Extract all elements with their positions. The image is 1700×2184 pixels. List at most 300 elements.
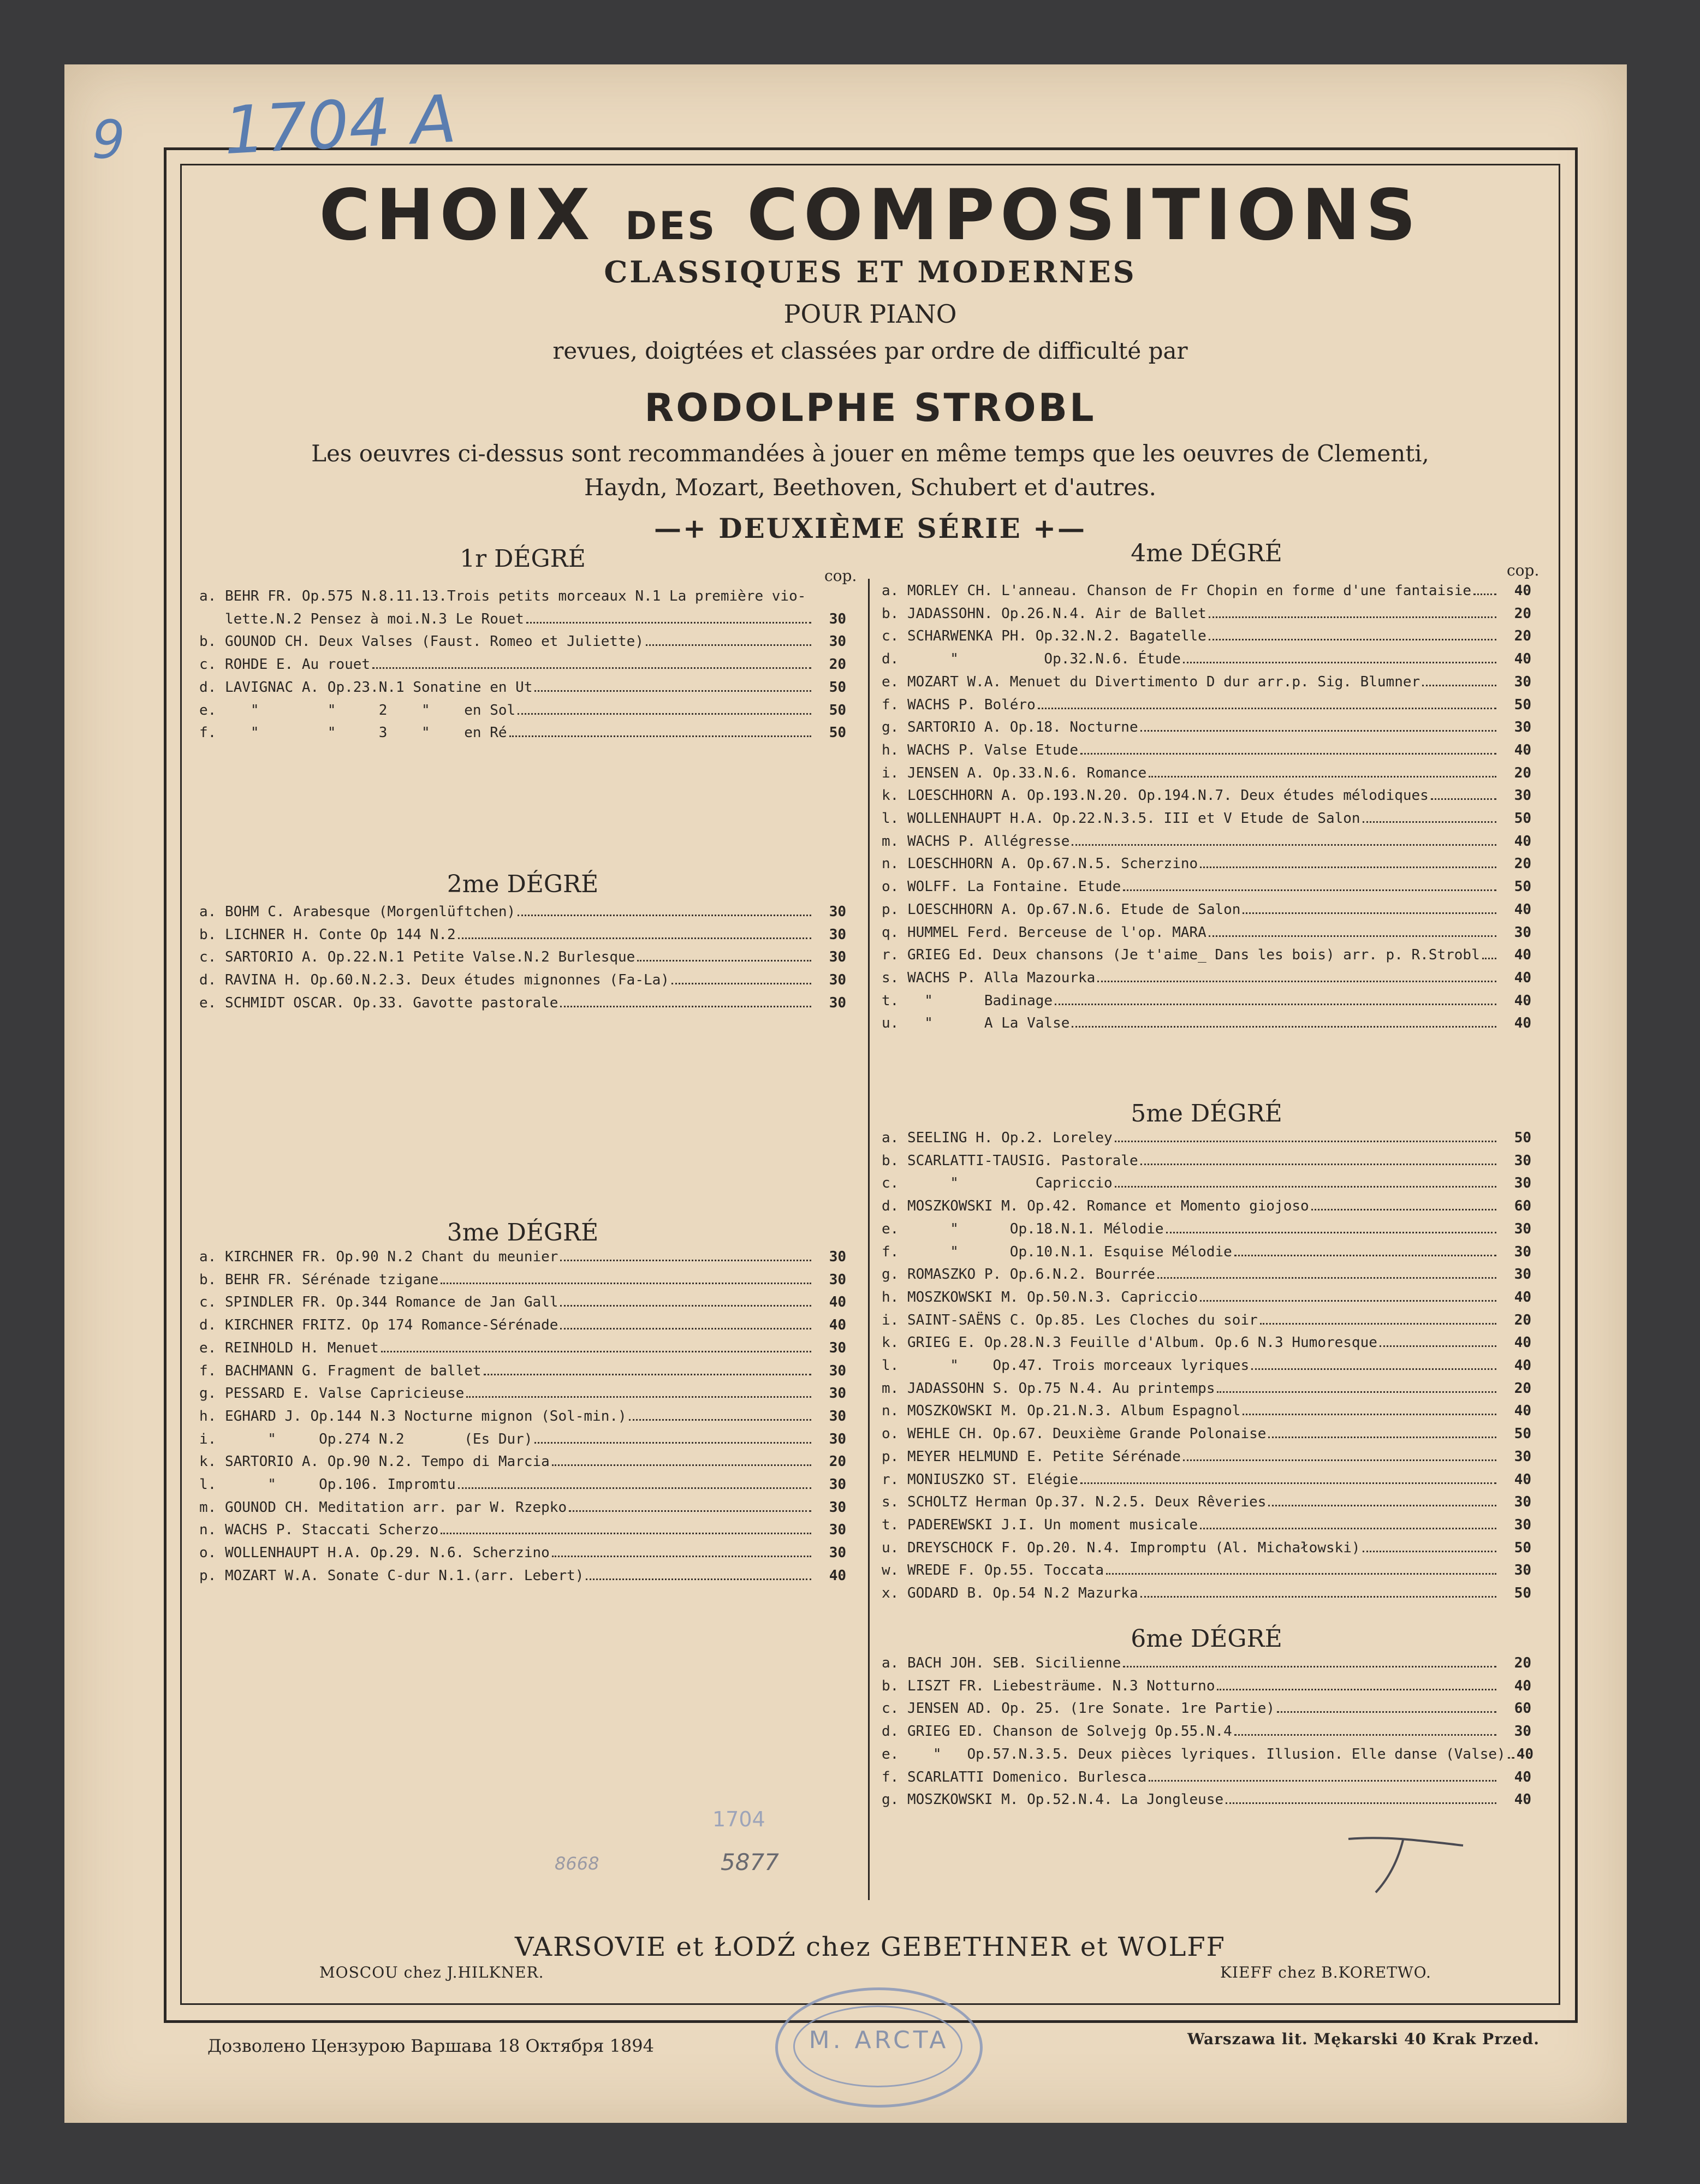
list-item <box>882 1720 1531 1743</box>
leader-dots <box>671 983 811 984</box>
list-item <box>199 676 846 699</box>
leader-dots <box>518 915 811 916</box>
item-title: g. SARTORIO A. Op.18. Nocturne <box>882 719 1138 736</box>
list-item <box>882 944 1531 967</box>
item-price: 50 <box>829 702 846 719</box>
item-price: 30 <box>1514 924 1531 941</box>
leader-dots <box>560 1006 811 1007</box>
leader-dots <box>569 1510 811 1512</box>
library-side-note: 8668 <box>555 1853 599 1874</box>
leader-dots <box>1226 1802 1496 1804</box>
list-item <box>199 1337 846 1360</box>
item-price: 20 <box>1514 1311 1531 1328</box>
item-price: 30 <box>829 1362 846 1379</box>
item-title: a. BOHM C. Arabesque (Morgenlüftchen) <box>199 904 516 920</box>
list-item <box>882 1400 1531 1423</box>
item-title: c. ROHDE E. Au rouet <box>199 656 371 673</box>
list-item <box>199 901 846 924</box>
item-title: d. RAVINA H. Op.60.N.2.3. Deux études mignonnes (Fa-La) <box>199 972 669 989</box>
leader-dots <box>1072 844 1496 846</box>
item-title: e. " Op.57.N.3.5. Deux pièces lyriques. Illusion. Elle danse (Valse) <box>882 1746 1506 1762</box>
list-item <box>199 924 846 947</box>
leader-dots <box>1055 1004 1496 1005</box>
item-price: 40 <box>1516 1746 1534 1762</box>
list-item <box>199 1291 846 1314</box>
leader-dots <box>1140 1164 1496 1165</box>
leader-dots <box>1123 1666 1496 1667</box>
item-price: 20 <box>1514 856 1531 873</box>
item-title: r. GRIEG Ed. Deux chansons (Je t'aime_ Dans les bois) arr. p. R.Strobl <box>882 947 1480 964</box>
list-item <box>199 1382 846 1405</box>
list-item <box>882 1309 1531 1332</box>
item-price: 20 <box>829 656 846 673</box>
leader-dots <box>1209 935 1496 937</box>
list-item <box>882 922 1531 945</box>
leader-dots <box>534 690 811 692</box>
item-price: 50 <box>1514 879 1531 895</box>
leader-dots <box>484 1374 811 1375</box>
list-item <box>882 1469 1531 1492</box>
leader-dots <box>1097 981 1496 982</box>
list-item <box>199 992 846 1015</box>
list-item <box>882 1423 1531 1446</box>
item-price: 40 <box>1514 651 1531 668</box>
item-price: 30 <box>829 1476 846 1493</box>
item-title: i. " Op.274 N.2 (Es Dur) <box>199 1431 533 1447</box>
item-price: 30 <box>1514 1175 1531 1192</box>
leader-dots <box>560 1260 811 1261</box>
item-title: f. SCARLATTI Domenico. Burlesca <box>882 1768 1147 1785</box>
item-price: 40 <box>1514 1791 1531 1808</box>
item-title: p. MEYER HELMUND E. Petite Sérénade <box>882 1448 1181 1465</box>
item-title: h. EGHARD J. Op.144 N.3 Nocturne mignon (Sol-min.) <box>199 1408 627 1425</box>
item-price: 40 <box>1514 992 1531 1009</box>
item-price: 40 <box>1514 1015 1531 1032</box>
item-title: i. JENSEN A. Op.33.N.6. Romance <box>882 764 1147 781</box>
leader-dots <box>1080 1482 1496 1484</box>
item-title: t. " Badinage <box>882 992 1053 1009</box>
item-price: 30 <box>829 1431 846 1447</box>
list-item <box>199 1428 846 1451</box>
item-price: 30 <box>829 994 846 1011</box>
item-title: d. GRIEG ED. Chanson de Solvejg Op.55.N.4 <box>882 1723 1232 1740</box>
item-title: s. SCHOLTZ Herman Op.37. N.2.5. Deux Rêveries <box>882 1494 1267 1511</box>
item-title: m. WACHS P. Allégresse <box>882 833 1070 850</box>
list-item <box>882 739 1531 762</box>
item-title: o. WOLFF. La Fontaine. Etude <box>882 879 1121 895</box>
leader-dots <box>552 1464 811 1466</box>
item-price: 30 <box>1514 1266 1531 1283</box>
leader-dots <box>1183 1459 1496 1461</box>
list-item <box>882 1012 1531 1035</box>
item-price: 30 <box>829 1522 846 1539</box>
title-choix: CHOIX <box>319 175 596 256</box>
recommendation-line-2: Haydn, Mozart, Beethoven, Schubert et d'autres. <box>584 474 1157 501</box>
list-item <box>882 1491 1531 1514</box>
leader-dots <box>629 1419 811 1421</box>
item-price: 50 <box>1514 1539 1531 1556</box>
leader-dots <box>509 735 811 737</box>
list-item <box>199 608 846 631</box>
item-price: 40 <box>1514 1289 1531 1305</box>
item-title: n. MOSZKOWSKI M. Op.21.N.3. Album Espagnol <box>882 1403 1241 1420</box>
item-price: 60 <box>1514 1198 1531 1215</box>
leader-dots <box>1363 1551 1496 1552</box>
item-price: 30 <box>829 1385 846 1402</box>
list-item <box>882 716 1531 739</box>
leader-dots <box>560 1305 811 1307</box>
leader-dots <box>1166 1232 1496 1233</box>
instrument: POUR PIANO <box>783 299 957 329</box>
leader-dots <box>441 1283 811 1284</box>
leader-dots <box>1157 1277 1496 1279</box>
list-item <box>199 585 846 608</box>
title-des: DES <box>625 204 717 248</box>
item-title: h. MOSZKOWSKI M. Op.50.N.3. Capriccio <box>882 1289 1198 1305</box>
item-price: 40 <box>1514 1768 1531 1785</box>
list-item <box>882 1263 1531 1286</box>
censor-approval: Дозволено Цензурою Варшава 18 Октября 1894 <box>207 2035 655 2056</box>
item-price: 30 <box>829 633 846 650</box>
leader-dots <box>1140 1596 1496 1598</box>
item-title: b. LICHNER H. Conte Op 144 N.2 <box>199 926 456 943</box>
list-item <box>882 1150 1531 1173</box>
item-price: 20 <box>1514 1655 1531 1671</box>
item-price: 40 <box>1514 1677 1531 1694</box>
item-title: b. GOUNOD CH. Deux Valses (Faust. Romeo et Juliette) <box>199 633 644 650</box>
item-price: 30 <box>829 904 846 920</box>
item-price: 30 <box>1514 1220 1531 1237</box>
edited-by: revues, doigtées et classées par ordre de difficulté par <box>552 337 1188 364</box>
pen-stroke-mark <box>1343 1829 1469 1895</box>
item-title: e. SCHMIDT OSCAR. Op.33. Gavotte pastorale <box>199 994 558 1011</box>
item-title: b. LISZT FR. Liebesträume. N.3 Notturno <box>882 1677 1215 1694</box>
item-title: d. MOSZKOWSKI M. Op.42. Romance et Momento giojoso <box>882 1198 1309 1215</box>
degree-5-title: 5me DÉGRÉ <box>1131 1100 1282 1127</box>
item-title: a. SEELING H. Op.2. Loreley <box>882 1130 1113 1146</box>
item-price: 40 <box>1514 583 1531 599</box>
item-price: 40 <box>1514 1471 1531 1488</box>
main-title <box>180 175 1560 256</box>
leader-dots <box>1209 639 1496 640</box>
list-item <box>882 1537 1531 1560</box>
degree-6-list <box>882 1652 1534 1812</box>
list-item <box>882 1675 1531 1698</box>
degree-5-list <box>882 1127 1531 1605</box>
list-item <box>882 1766 1531 1789</box>
item-price: 20 <box>1514 605 1531 622</box>
degree-3-title: 3me DÉGRÉ <box>447 1219 599 1247</box>
item-price: 40 <box>829 1294 846 1311</box>
leader-dots <box>1268 1437 1496 1438</box>
item-price: 30 <box>1514 1562 1531 1579</box>
item-title: g. PESSARD E. Valse Capricieuse <box>199 1385 465 1402</box>
leader-dots <box>534 1442 811 1444</box>
item-title: b. JADASSOHN. Op.26.N.4. Air de Ballet <box>882 605 1206 622</box>
item-title: x. GODARD B. Op.54 N.2 Mazurka <box>882 1585 1138 1602</box>
item-title: k. SARTORIO A. Op.90 N.2. Tempo di Marcia <box>199 1453 550 1470</box>
item-title: b. SCARLATTI-TAUSIG. Pastorale <box>882 1152 1138 1169</box>
item-price: 50 <box>829 679 846 696</box>
leader-dots <box>1140 730 1496 732</box>
library-shelf-number: 1704 <box>712 1807 765 1831</box>
leader-dots <box>1072 1026 1496 1028</box>
list-item <box>882 1789 1531 1812</box>
list-item <box>199 969 846 992</box>
item-title: f. WACHS P. Boléro <box>882 696 1036 713</box>
degree-1-list <box>199 585 846 745</box>
list-item <box>199 722 846 745</box>
list-item <box>199 1542 846 1565</box>
list-item <box>882 1218 1531 1241</box>
leader-dots <box>526 622 811 624</box>
recommendation-line-1: Les oeuvres ci-dessus sont recommandées à jouer en même temps que les oeuvres de Clementi, <box>311 440 1429 467</box>
item-title: l. WOLLENHAUPT H.A. Op.22.N.3.5. III et V Etude de Salon <box>882 810 1360 827</box>
list-item <box>882 1172 1531 1195</box>
leader-dots <box>372 667 811 669</box>
library-number: 5877 <box>721 1849 779 1876</box>
item-price: 30 <box>829 1499 846 1516</box>
item-title: g. MOSZKOWSKI M. Op.52.N.4. La Jongleuse <box>882 1791 1224 1808</box>
recommendation <box>180 437 1560 505</box>
leader-dots <box>518 713 811 715</box>
subtitle: CLASSIQUES ET MODERNES <box>604 254 1137 289</box>
item-title: i. SAINT-SAËNS C. Op.85. Les Cloches du soir <box>882 1311 1258 1328</box>
item-title: m. GOUNOD CH. Meditation arr. par W. Rzepko <box>199 1499 567 1516</box>
item-title: h. WACHS P. Valse Etude <box>882 741 1079 758</box>
leader-dots <box>458 1487 811 1489</box>
list-item <box>882 1286 1531 1309</box>
item-price: 50 <box>1514 1426 1531 1443</box>
item-price: 50 <box>1514 1585 1531 1602</box>
item-price: 30 <box>829 1545 846 1562</box>
list-item <box>882 876 1531 899</box>
item-title: e. MOZART W.A. Menuet du Divertimento D dur arr.p. Sig. Blumner <box>882 673 1420 690</box>
list-item <box>882 1698 1531 1720</box>
list-item <box>199 1565 846 1588</box>
degree-4-title: 4me DÉGRÉ <box>1131 539 1282 567</box>
leader-dots <box>1260 1323 1496 1325</box>
item-price: 30 <box>829 1249 846 1265</box>
leader-dots <box>1080 753 1496 755</box>
item-price: 30 <box>1514 787 1531 804</box>
item-price: 40 <box>1514 1357 1531 1374</box>
leader-dots <box>1482 958 1496 959</box>
leader-dots <box>552 1556 811 1557</box>
item-price: 30 <box>829 926 846 943</box>
item-price: 30 <box>1514 1723 1531 1740</box>
list-item <box>882 830 1531 853</box>
item-price: 40 <box>1514 901 1531 918</box>
leader-dots <box>1243 912 1496 914</box>
list-item <box>882 1378 1531 1400</box>
item-title: a. KIRCHNER FR. Op.90 N.2 Chant du meunier <box>199 1249 558 1265</box>
item-price: 40 <box>1514 1403 1531 1420</box>
list-item <box>882 1582 1531 1605</box>
item-title: r. MONIUSZKO ST. Elégie <box>882 1471 1079 1488</box>
list-item <box>882 1652 1531 1675</box>
item-price: 30 <box>1514 673 1531 690</box>
leader-dots <box>1422 685 1496 686</box>
leader-dots <box>1106 1573 1496 1575</box>
degree-6-title: 6me DÉGRÉ <box>1131 1625 1282 1653</box>
item-title: e. REINHOLD H. Menuet <box>199 1339 379 1356</box>
item-price: 20 <box>829 1453 846 1470</box>
handwritten-mark: 9 <box>92 109 126 170</box>
item-title: c. SCHARWENKA PH. Op.32.N.2. Bagatelle <box>882 628 1206 645</box>
item-price: 30 <box>1514 1243 1531 1260</box>
item-price: 30 <box>1514 1152 1531 1169</box>
library-stamp <box>691 1775 833 1845</box>
leader-dots <box>1183 662 1496 663</box>
list-item <box>882 762 1531 785</box>
leader-dots <box>1363 821 1496 823</box>
leader-dots <box>1149 1780 1496 1782</box>
leader-dots <box>1311 1209 1496 1210</box>
list-item <box>199 1519 846 1542</box>
publisher-kiev: KIEFF chez B.KORETWO. <box>1220 1963 1431 1981</box>
leader-dots <box>1149 776 1496 778</box>
list-item <box>882 648 1531 671</box>
item-title: p. MOZART W.A. Sonate C-dur N.1.(arr. Lebert) <box>199 1567 584 1584</box>
list-item <box>882 625 1531 648</box>
handwritten-number: 1704 A <box>222 81 458 170</box>
item-title: o. WOLLENHAUPT H.A. Op.29. N.6. Scherzino <box>199 1545 550 1562</box>
leader-dots <box>586 1578 811 1580</box>
list-item <box>882 603 1531 626</box>
item-price: 30 <box>829 610 846 627</box>
leader-dots <box>1431 798 1496 800</box>
item-title: d. KIRCHNER FRITZ. Op 174 Romance-Sérénade <box>199 1317 558 1334</box>
degree-1-title: 1r DÉGRÉ <box>460 545 586 573</box>
item-price: 30 <box>1514 1516 1531 1533</box>
list-item <box>882 1195 1531 1218</box>
round-ink-stamp <box>775 1987 983 2108</box>
item-price: 50 <box>1514 810 1531 827</box>
item-price: 30 <box>829 949 846 966</box>
item-title: a. BEHR FR. Op.575 N.8.11.13.Trois petits morceaux N.1 La première vio- <box>199 588 806 604</box>
item-price: 30 <box>829 972 846 989</box>
item-title: d. LAVIGNAC A. Op.23.N.1 Sonatine en Ut <box>199 679 533 696</box>
item-title: a. BACH JOH. SEB. Sicilienne <box>882 1655 1121 1671</box>
item-price: 40 <box>1514 969 1531 986</box>
leader-dots <box>637 960 811 962</box>
item-title: c. SARTORIO A. Op.22.N.1 Petite Valse.N.2 Burlesque <box>199 949 635 966</box>
list-item <box>882 1559 1531 1582</box>
list-item <box>199 1451 846 1474</box>
item-title: d. " Op.32.N.6. Étude <box>882 651 1181 668</box>
item-price: 40 <box>829 1567 846 1584</box>
list-item <box>882 1743 1534 1766</box>
item-title: w. WREDE F. Op.55. Toccata <box>882 1562 1104 1579</box>
leader-dots <box>1268 1505 1496 1506</box>
item-price: 20 <box>1514 1380 1531 1397</box>
item-price: 40 <box>1514 833 1531 850</box>
item-title: q. HUMMEL Ferd. Berceuse de l'op. MARA <box>882 924 1206 941</box>
item-price: 30 <box>1514 1448 1531 1465</box>
leader-dots <box>560 1328 811 1330</box>
leader-dots <box>1217 1391 1496 1393</box>
list-item <box>199 1360 846 1383</box>
item-price: 30 <box>829 1408 846 1425</box>
leader-dots <box>458 937 811 939</box>
publisher-line: VARSOVIE et ŁODŹ chez GEBETHNER et WOLFF <box>515 1932 1226 1962</box>
cop-label-left: cop. <box>824 567 857 585</box>
item-price: 40 <box>829 1317 846 1334</box>
leader-dots <box>1200 1528 1496 1529</box>
degree-2-title: 2me DÉGRÉ <box>447 870 599 898</box>
list-item <box>199 1497 846 1520</box>
item-price: 30 <box>1514 1494 1531 1511</box>
list-item <box>882 990 1531 1013</box>
list-item <box>882 580 1531 603</box>
item-title: e. " Op.18.N.1. Mélodie <box>882 1220 1164 1237</box>
item-title: b. BEHR FR. Sérénade tzigane <box>199 1271 439 1288</box>
leader-dots <box>1234 1255 1496 1256</box>
column-divider <box>868 579 870 1900</box>
item-title: l. " Op.47. Trois morceaux lyriques <box>882 1357 1250 1374</box>
item-title: n. LOESCHHORN A. Op.67.N.5. Scherzino <box>882 856 1198 873</box>
item-title: c. JENSEN AD. Op. 25. (1re Sonate. 1re Partie) <box>882 1700 1275 1717</box>
list-item <box>882 1446 1531 1469</box>
list-item <box>882 671 1531 694</box>
item-title: c. " Capriccio <box>882 1175 1113 1192</box>
list-item <box>882 1332 1531 1355</box>
list-item <box>882 808 1531 830</box>
printer-credit: Warszawa lit. Mękarski 40 Krak Przed. <box>1187 2030 1540 2048</box>
leader-dots <box>1243 1414 1496 1415</box>
item-title: u. DREYSCHOCK F. Op.20. N.4. Impromptu (Al. Michałowski) <box>882 1539 1360 1556</box>
list-item <box>199 1269 846 1292</box>
item-title: f. " " 3 " en Ré <box>199 725 507 741</box>
list-item <box>882 1514 1531 1537</box>
item-price: 20 <box>1514 628 1531 645</box>
item-title: f. " Op.10.N.1. Esquise Mélodie <box>882 1243 1232 1260</box>
list-item <box>199 654 846 676</box>
item-title: e. " " 2 " en Sol <box>199 702 516 719</box>
list-item <box>882 785 1531 808</box>
item-price: 40 <box>1514 1334 1531 1351</box>
item-price: 50 <box>1514 1130 1531 1146</box>
item-price: 30 <box>1514 719 1531 736</box>
leader-dots <box>1038 708 1496 709</box>
item-title: m. JADASSOHN S. Op.75 N.4. Au printemps <box>882 1380 1215 1397</box>
degree-4-list <box>882 580 1531 1035</box>
leader-dots <box>466 1396 811 1398</box>
leader-dots <box>441 1533 811 1534</box>
list-item <box>882 1241 1531 1264</box>
item-title: a. MORLEY CH. L'anneau. Chanson de Fr Chopin en forme d'une fantaisie <box>882 583 1472 599</box>
leader-dots <box>1123 889 1496 891</box>
list-item <box>199 1314 846 1337</box>
degree-3-list <box>199 1246 846 1588</box>
leader-dots <box>1380 1345 1496 1347</box>
list-item <box>199 699 846 722</box>
item-price: 40 <box>1514 741 1531 758</box>
list-item <box>199 1246 846 1269</box>
item-title: k. LOESCHHORN A. Op.193.N.20. Op.194.N.7. Deux études mélodiques <box>882 787 1429 804</box>
list-item <box>199 631 846 654</box>
item-title: p. LOESCHHORN A. Op.67.N.6. Etude de Salon <box>882 901 1241 918</box>
leader-dots <box>1277 1711 1496 1713</box>
list-item <box>199 946 846 969</box>
publisher-moscow: MOSCOU chez J.HILKNER. <box>319 1963 544 1981</box>
list-item <box>882 967 1531 990</box>
degree-2-list <box>199 901 846 1015</box>
leader-dots <box>1115 1141 1496 1142</box>
leader-dots <box>1508 1757 1514 1759</box>
list-item <box>882 899 1531 922</box>
